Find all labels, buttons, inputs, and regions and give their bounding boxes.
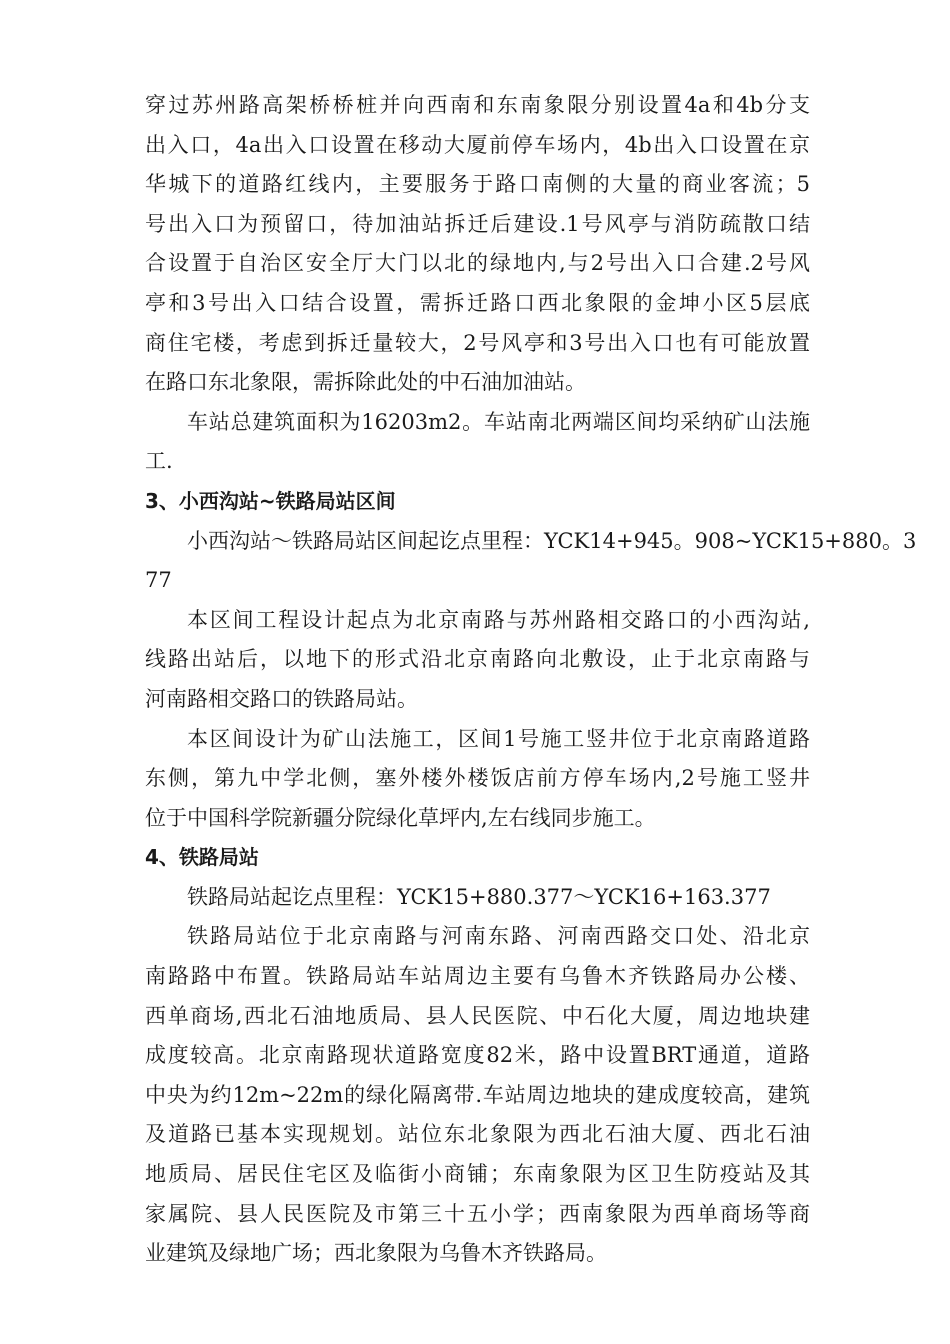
text-line: 本区间设计为矿山法施工，区间1号施工竖井位于北京南路道路 [187, 726, 810, 751]
text-line: 车站总建筑面积为16203m2。车站南北两端区间均采纳矿山法施 [187, 409, 810, 434]
text-line: 铁路局站位于北京南路与河南东路、河南西路交口处、沿北京 [187, 924, 810, 949]
text-line: 西单商场,西北石油地质局、县人民医院、中石化大厦，周边地块建 [145, 1003, 810, 1028]
text-line: 穿过苏州路高架桥桥桩并向西南和东南象限分别设置4a和4b分支 [145, 93, 810, 117]
text-line: 号出入口为预留口，待加油站拆迁后建设.1号风亭与消防疏散口结 [145, 211, 810, 236]
text-line: 地质局、居民住宅区及临街小商铺；东南象限为区卫生防疫站及其 [145, 1162, 810, 1187]
paragraph-area [145, 403, 810, 482]
section-heading-4: 4、铁路局站 [145, 845, 259, 870]
text-line: 业建筑及绿地广场；西北象限为乌鲁木齐铁路局。 [145, 1241, 607, 1266]
text-line: 出入口，4a出入口设置在移动大厦前停车场内，4b出入口设置在京 [145, 132, 810, 157]
text-line: 77 [145, 568, 172, 593]
text-line: 及道路已基本实现规划。站位东北象限为西北石油大厦、西北石油 [145, 1122, 810, 1147]
text-line: 成度较高。北京南路现状道路宽度82米，路中设置BRT通道，道路 [145, 1043, 810, 1068]
paragraph-mileage-interval [145, 522, 917, 601]
paragraph-exits [145, 86, 810, 403]
text-line: 合设置于自治区安全厅大门以北的绿地内,与2号出入口合建.2号风 [145, 251, 810, 276]
text-line: 小西沟站～铁路局站区间起讫点里程：YCK14+945。908~YCK15+880。3 [187, 528, 917, 553]
text-line: 家属院、县人民医院及市第三十五小学；西南象限为西单商场等商 [145, 1201, 810, 1226]
text-line: 中央为约12m~22m的绿化隔离带.车站周边地块的建成度较高，建筑 [145, 1082, 810, 1107]
text-line: 华城下的道路红线内，主要服务于路口南侧的大量的商业客流；5 [145, 172, 810, 197]
text-line: 在路口东北象限，需拆除此处的中石油加油站。 [145, 370, 586, 395]
text-line: 河南路相交路口的铁路局站。 [145, 686, 418, 711]
text-line: 商住宅楼，考虑到拆迁量较大，2号风亭和3号出入口也有可能放置 [145, 330, 810, 355]
text-line: 南路路中布置。铁路局站车站周边主要有乌鲁木齐铁路局办公楼、 [145, 964, 810, 989]
paragraph-mileage-station [145, 878, 810, 918]
document-page [145, 86, 917, 1274]
text-line: 工. [145, 449, 173, 474]
paragraph-construction [145, 720, 810, 839]
text-line: 铁路局站起讫点里程：YCK15+880.377～YCK16+163.377 [187, 884, 771, 909]
text-line: 位于中国科学院新疆分院绿化草坪内,左右线同步施工。 [145, 805, 656, 830]
text-line: 东侧，第九中学北侧，塞外楼外楼饭店前方停车场内,2号施工竖井 [145, 766, 810, 791]
text-line: 线路出站后，以地下的形式沿北京南路向北敷设，止于北京南路与 [145, 647, 810, 672]
text-line: 亭和3号出入口结合设置，需拆迁路口西北象限的金坤小区5层底 [145, 290, 810, 315]
text-line: 本区间工程设计起点为北京南路与苏州路相交路口的小西沟站, [187, 607, 810, 632]
paragraph-interval-design [145, 601, 810, 720]
section-heading-3: 3、小西沟站~铁路局站区间 [145, 488, 396, 513]
paragraph-station-location [145, 917, 810, 1273]
